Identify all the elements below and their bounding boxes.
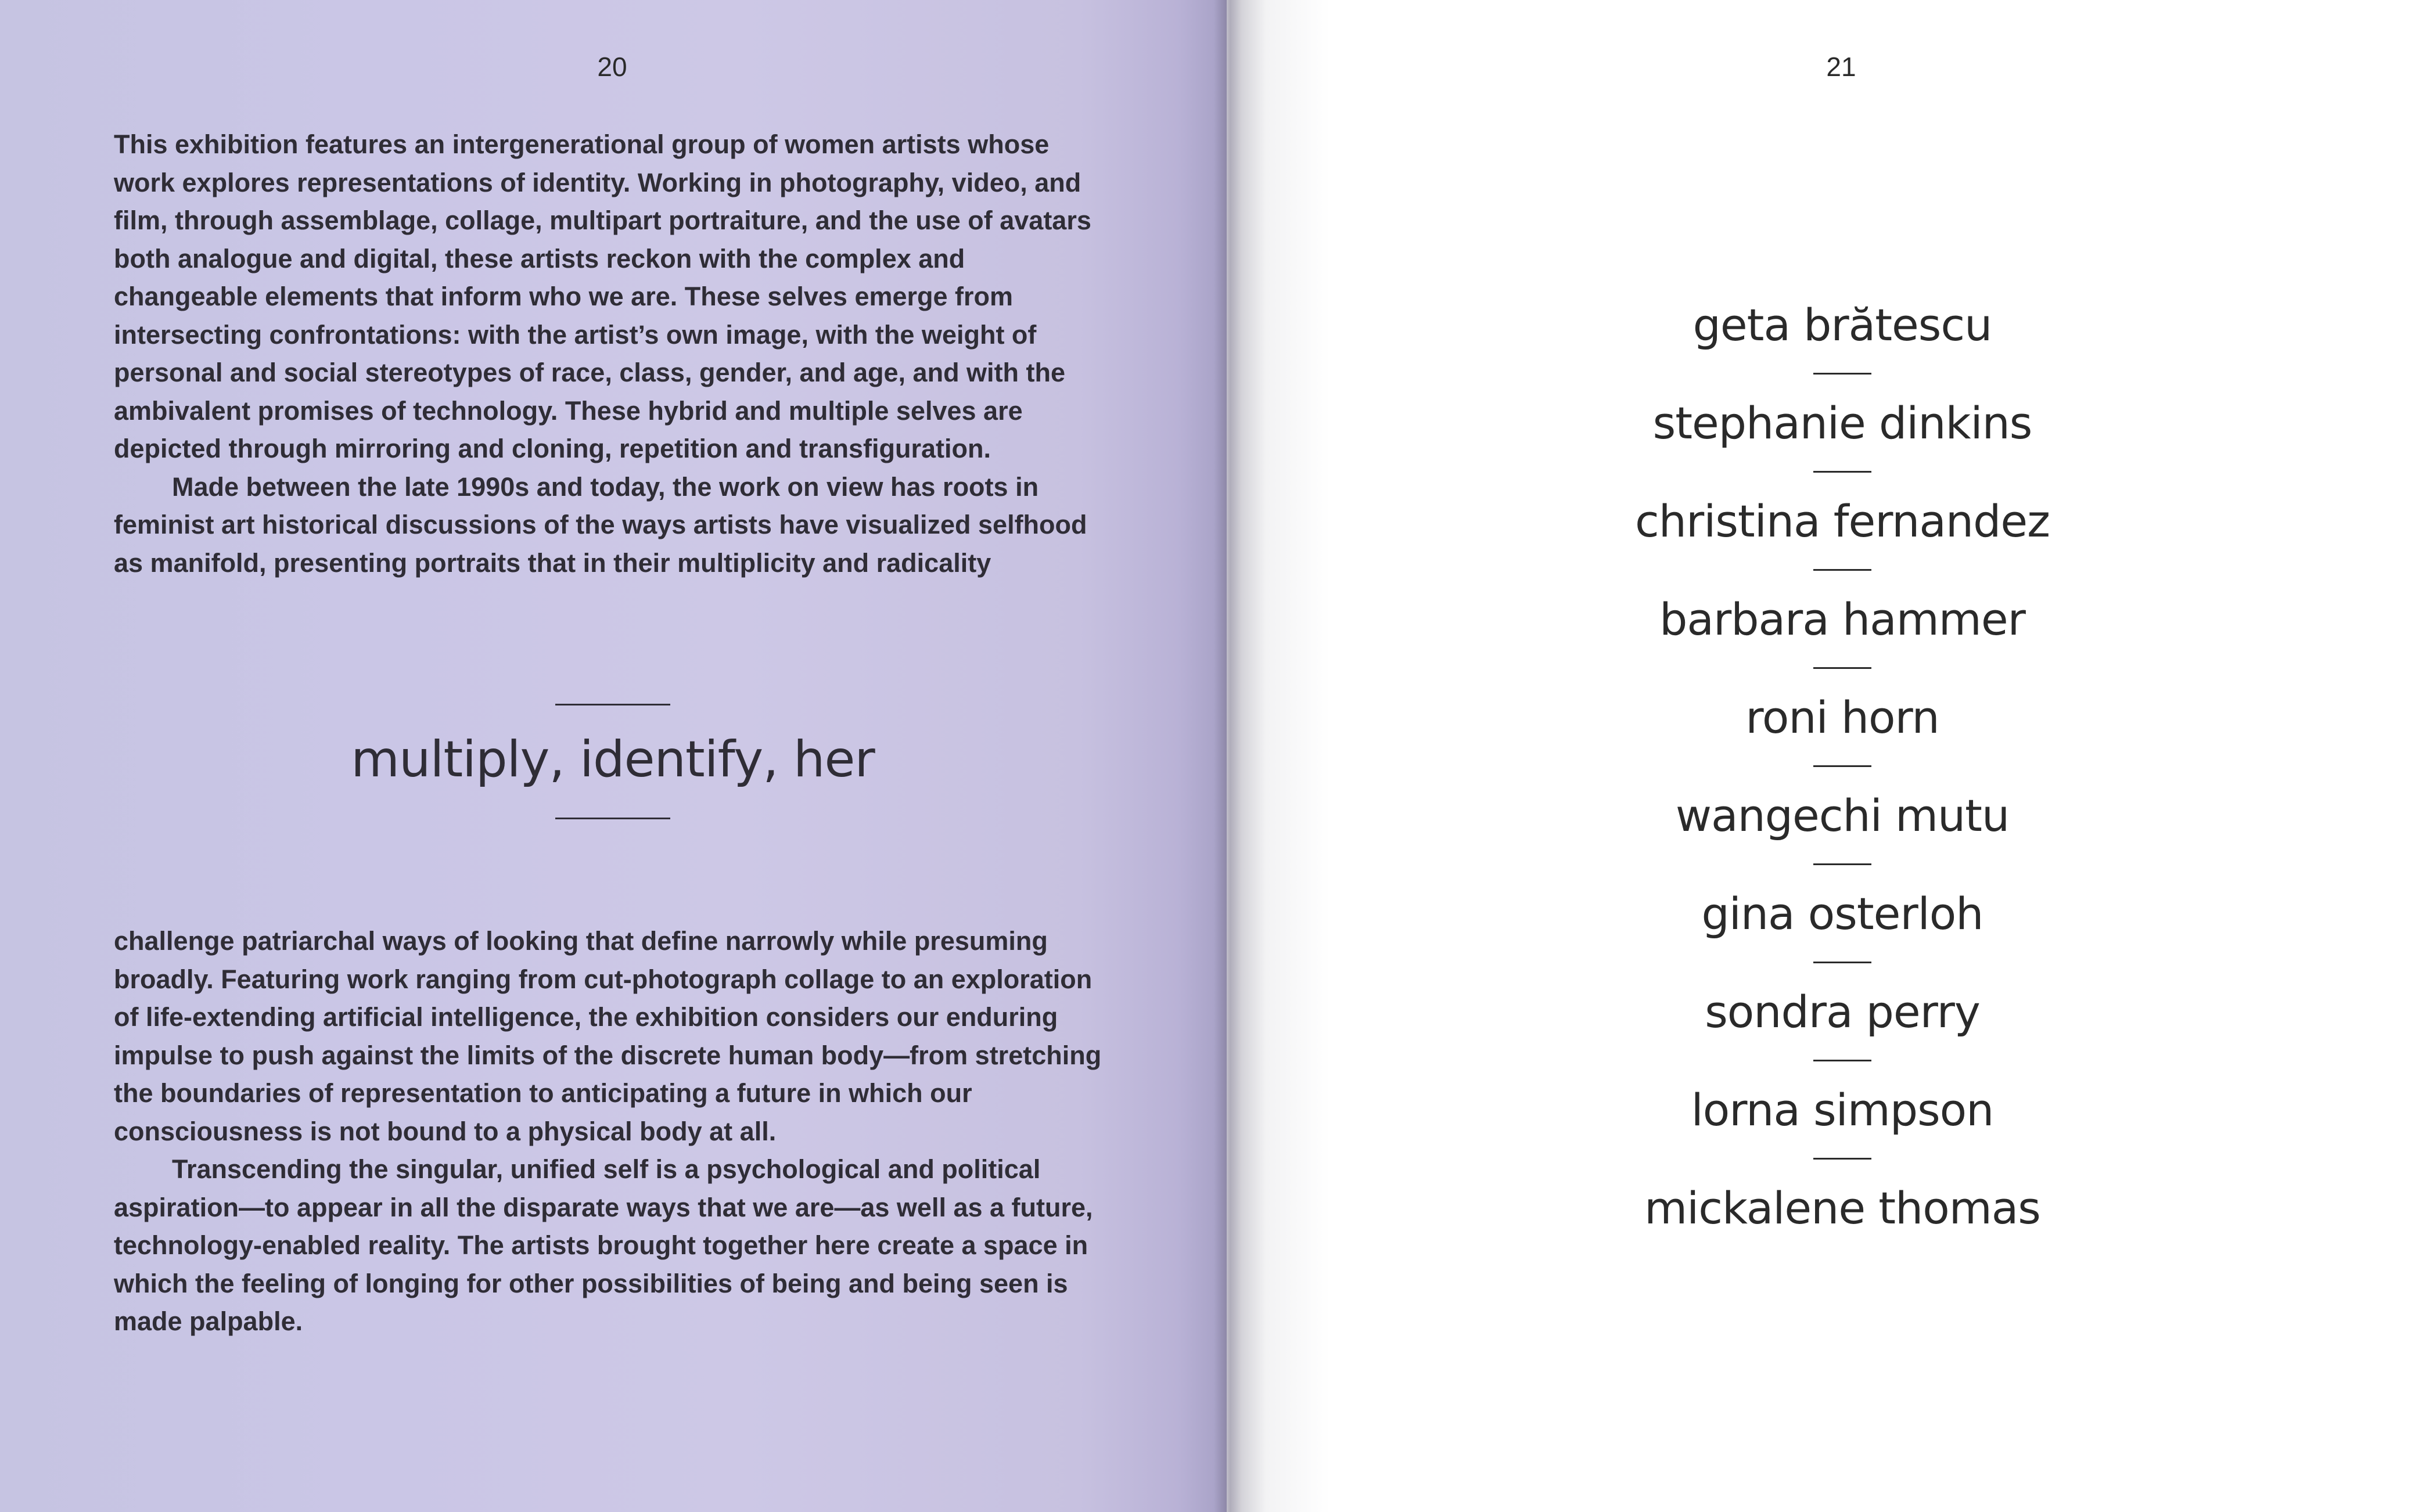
exhibition-title: multiply, identify, her [351, 730, 875, 789]
artist-name: barbara hammer [1659, 593, 2025, 645]
artist-name: roni horn [1745, 692, 1939, 743]
gutter-shadow [1214, 0, 1330, 1512]
artist-divider [1813, 471, 1871, 473]
artist-divider [1813, 1158, 1871, 1160]
artist-name: mickalene thomas [1644, 1182, 2040, 1234]
artist-item [1517, 394, 2168, 492]
paragraph: Made between the late 1990s and today, the work on view has roots in feminist art historical discussions of the ways artists have visualized selfhood as manifold, presenting portraits that in their multiplicity and radicality [114, 471, 1087, 578]
artist-divider [1813, 765, 1871, 767]
artist-name: sondra perry [1705, 986, 1980, 1038]
paragraph: This exhibition features an intergenerational group of women artists whose work explores representations of identity. Working in photography, video, and film, through assemblage, collage, multipart portraiture, and the use of avatars both analogue and digital, these artists reckon with the complex and changeable elements that inform who we are. These selves emerge from intersecting confrontations: with the artist’s own image, with the weight of personal and social stereotypes of race, class, gender, and age, and with the ambivalent promises of technology. These hybrid and multiple selves are depicted through mirroring and cloning, repetition and transfiguration. [114, 129, 1091, 463]
artist-item [1517, 591, 2168, 689]
artist-item [1517, 1179, 2168, 1277]
artist-name: geta brătescu [1692, 299, 1992, 351]
artist-list [1517, 296, 2168, 1277]
artist-name: gina osterloh [1701, 888, 1983, 939]
artist-item [1517, 1081, 2168, 1179]
paragraph: challenge patriarchal ways of looking that define narrowly while presuming broadly. Featuring work ranging from cut-photograph collage to an exploration of life-extending artificial intelligence, the exhibition considers our enduring impulse to push against the limits of the discrete human body—from stretching the boundaries of representation to anticipating a future in which our consciousness is not bound to a physical body at all. [114, 926, 1102, 1146]
artist-name: wangechi mutu [1675, 790, 2010, 841]
page-number-right: 21 [1826, 52, 1856, 82]
artist-divider [1813, 863, 1871, 865]
artist-item [1517, 787, 2168, 885]
artist-item [1517, 689, 2168, 787]
artist-divider [1813, 962, 1871, 963]
artist-divider [1813, 667, 1871, 669]
page-number-left: 20 [597, 52, 627, 82]
title-rule-top [555, 704, 670, 705]
artist-divider [1813, 1060, 1871, 1061]
title-rule-bottom [555, 818, 670, 819]
artist-item [1517, 492, 2168, 591]
artist-divider [1813, 373, 1871, 375]
artist-item [1517, 885, 2168, 983]
artist-item [1517, 983, 2168, 1081]
artist-name: stephanie dinkins [1652, 397, 2032, 449]
artist-divider [1813, 569, 1871, 571]
intro-text-bottom [114, 922, 1113, 1341]
artist-name: christina fernandez [1635, 495, 2050, 547]
artist-item [1517, 296, 2168, 394]
artist-name: lorna simpson [1691, 1084, 1994, 1136]
paragraph: Transcending the singular, unified self is a psychological and political aspiration—to appear in all the disparate ways that we are—as well as a future, technology-enabled reality. The artists brought together here create a space in which the feeling of longing for other possibilities of being and being seen is made palpable. [114, 1154, 1093, 1336]
intro-text-top [114, 125, 1113, 582]
